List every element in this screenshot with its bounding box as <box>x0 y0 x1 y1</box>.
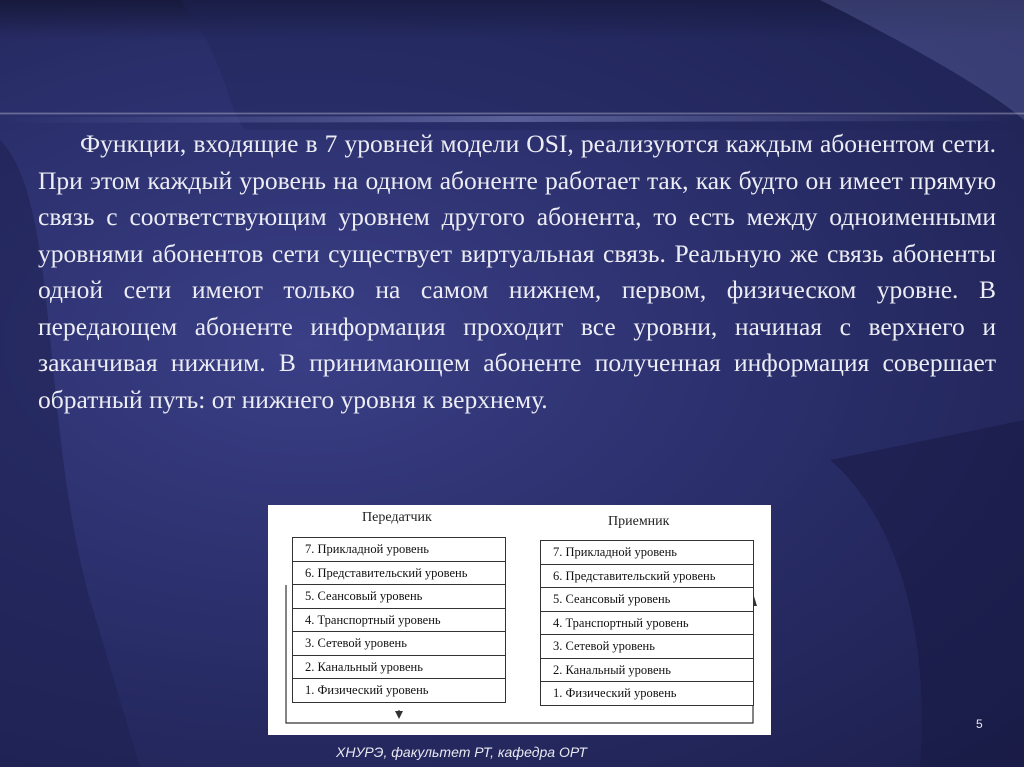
osi-diagram <box>268 505 771 735</box>
sender-layer: 7. Прикладной уровень <box>292 537 506 562</box>
receiver-title: Приемник <box>608 514 670 529</box>
sender-layer: 3. Сетевой уровень <box>292 631 506 656</box>
sender-title: Передатчик <box>362 510 432 525</box>
sender-stack <box>292 538 506 703</box>
arrow-down-icon <box>395 711 403 719</box>
receiver-stack <box>540 541 754 706</box>
receiver-layer: 2. Канальный уровень <box>540 658 754 683</box>
sender-layer: 2. Канальный уровень <box>292 655 506 680</box>
body-text: Функции, входящие в 7 уровней модели OSI, реализуются каждым абонентом сети. При этом каждый уровень на одном абоненте работает так, как будто он имеет прямую связь с соответствующим уровнем другого абонента, то есть между одноименными уровнями абонентов сети существует виртуальная связь. Реальную же связь абоненты одной сети имеют только на самом нижнем, первом, физическом уровне. В передающем абоненте информация проходит все уровни, начиная с верхнего и заканчивая нижним. В принимающем абоненте полученная информация совершает обратный путь: от нижнего уровня к верхнему. <box>38 129 996 414</box>
sender-layer: 6. Представительский уровень <box>292 561 506 586</box>
receiver-layer: 5. Сеансовый уровень <box>540 587 754 612</box>
sender-layer: 1. Физический уровень <box>292 678 506 703</box>
receiver-layer: 6. Представительский уровень <box>540 564 754 589</box>
receiver-layer: 3. Сетевой уровень <box>540 634 754 659</box>
receiver-layer: 4. Транспортный уровень <box>540 611 754 636</box>
receiver-layer: 7. Прикладной уровень <box>540 540 754 565</box>
sender-layer: 4. Транспортный уровень <box>292 608 506 633</box>
receiver-layer: 1. Физический уровень <box>540 681 754 706</box>
slide-number: 5 <box>976 717 983 731</box>
sender-layer: 5. Сеансовый уровень <box>292 584 506 609</box>
footer: ХНУРЭ, факультет РТ, кафедра ОРТ <box>336 744 587 760</box>
